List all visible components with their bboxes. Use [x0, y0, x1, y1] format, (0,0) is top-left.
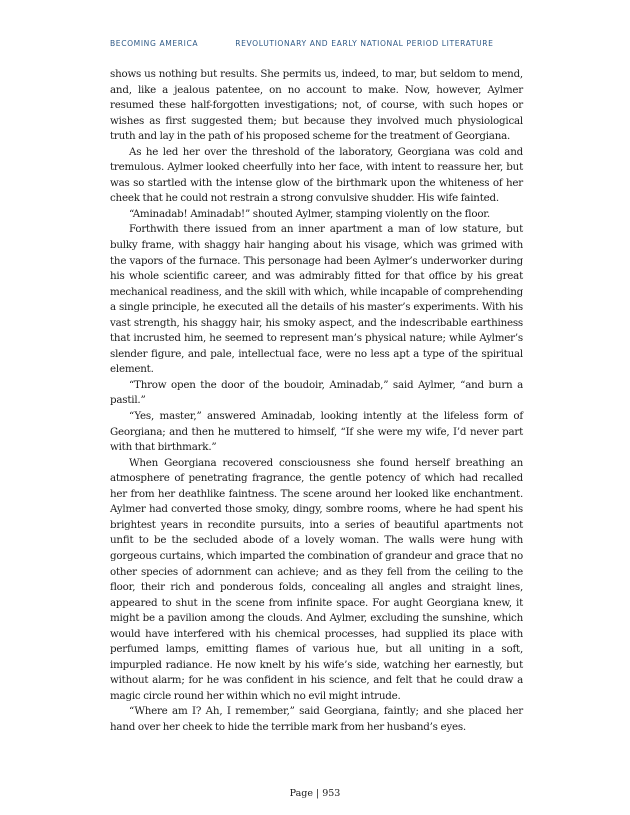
page-number: Page | 953	[289, 788, 341, 799]
paragraph: “Aminadab! Aminadab!” shouted Aylmer, stamping violently on the floor.	[129, 207, 490, 220]
paragraph: “Yes, master,” answered Aminadab, looking intently at the lifeless form of Georgiana; and then he muttered to himself, “If she were my wife, I’d never part with that birthmark.”	[110, 410, 523, 454]
header-book-title: BECOMING AMERICA	[110, 39, 199, 48]
paragraph: When Georgiana recovered consciousness she found herself breathing an atmosphere of penetrating fragrance, the gentle potency of which had recalled her from her deathlike faintness. The scene around her looked like enchantment. Aylmer had converted those smoky, dingy, sombre rooms, where he had spent his brightest years in recondite pursuits, into a series of beautiful apartments not unfit to be the secluded abode of a lovely woman. The walls were hung with gorgeous curtains, which imparted the combination of grandeur and grace that no other species of adornment can achieve; and as they fell from the ceiling to the floor, their rich and ponderous folds, concealing all angles and straight lines, appeared to shut in the scene from infinite space. For aught Georgiana knew, it might be a pavilion among the clouds. And Aylmer, excluding the sunshine, which would have interfered with his chemical processes, had supplied its place with perfumed lamps, emitting flames of various hue, but all uniting in a soft, impurpled radiance. He now knelt by his wife’s side, watching her earnestly, but without alarm; for he was confident in his science, and felt that he could draw a magic circle round her within which no evil might intrude.	[110, 456, 523, 702]
header-section-title: REVOLUTIONARY AND EARLY NATIONAL PERIOD LITERATURE	[235, 39, 494, 48]
page-footer	[0, 788, 630, 799]
running-header	[110, 39, 530, 48]
paragraph: shows us nothing but results. She permits us, indeed, to mar, but seldom to mend, and, like a jealous patentee, on no account to make. Now, however, Aylmer resumed these half-forgotten investigations; not, of course, with such hopes or wishes as first suggested them; but because they involved much physiological truth and lay in the path of his proposed scheme for the treatment of Georgiana.	[110, 68, 523, 143]
paragraph: “Throw open the door of the boudoir, Aminadab,” said Aylmer, “and burn a pastil.”	[110, 378, 523, 407]
body-text	[110, 67, 523, 736]
paragraph: Forthwith there issued from an inner apartment a man of low stature, but bulky frame, with shaggy hair hanging about his visage, which was grimed with the vapors of the furnace. This personage had been Aylmer’s underworker during his whole scientific career, and was admirably fitted for that office by his great mechanical readiness, and the skill with which, while incapable of comprehending a single principle, he executed all the details of his master’s experiments. With his vast strength, his shaggy hair, his smoky aspect, and the indescribable earthiness that incrusted him, he seemed to represent man’s physical nature; while Aylmer’s slender figure, and pale, intellectual face, were no less apt a type of the spiritual element.	[110, 223, 523, 376]
paragraph: “Where am I? Ah, I remember,” said Georgiana, faintly; and she placed her hand over her cheek to hide the terrible mark from her husband’s eyes.	[110, 705, 523, 733]
paragraph: As he led her over the threshold of the laboratory, Georgiana was cold and tremulous. Aylmer looked cheerfully into her face, with intent to reassure her, but was so startled with the intense glow of the birthmark upon the whiteness of her cheek that he could not restrain a strong convulsive shudder. His wife fainted.	[110, 145, 523, 205]
